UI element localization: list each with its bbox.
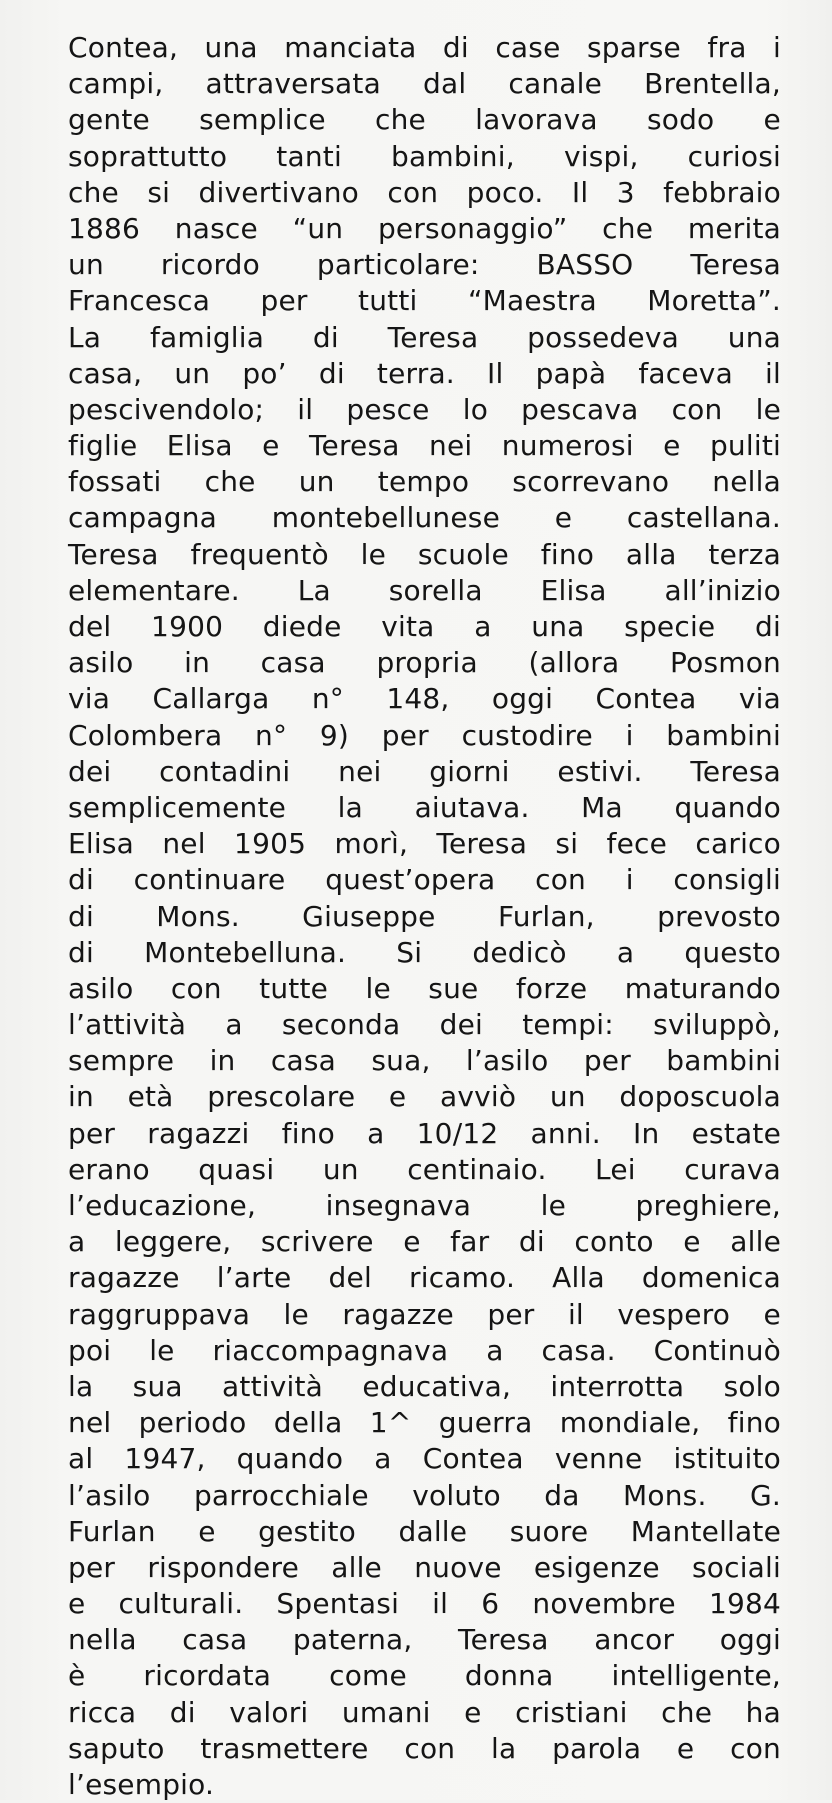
text-line: dei contadini nei giorni estivi. Teresa (68, 754, 781, 788)
text-line: in età prescolare e avviò un doposcuola (68, 1080, 781, 1114)
text-line: nella casa paterna, Teresa ancor oggi (68, 1623, 781, 1657)
text-line: l’asilo parrocchiale voluto da Mons. G. (68, 1478, 781, 1512)
text-line: un ricordo particolare: BASSO Teresa (68, 248, 781, 282)
text-line: la sua attività educativa, interrotta solo (68, 1369, 781, 1403)
text-line: poi le riaccompagnava a casa. Continuò (68, 1333, 781, 1367)
text-line: ragazze l’arte del ricamo. Alla domenica (68, 1261, 781, 1295)
text-line: gente semplice che lavorava sodo e (68, 103, 781, 137)
text-line: saputo trasmettere con la parola e con (68, 1731, 781, 1765)
text-line: l’attività a seconda dei tempi: sviluppò, (68, 1008, 781, 1042)
text-line: Teresa frequentò le scuole fino alla terza (68, 537, 781, 571)
text-line: figlie Elisa e Teresa nei numerosi e puliti (68, 429, 781, 463)
text-line: Francesca per tutti “Maestra Moretta”. (68, 284, 781, 318)
text-line: per ragazzi fino a 10/12 anni. In estate (68, 1116, 781, 1150)
text-line: di Mons. Giuseppe Furlan, prevosto (68, 899, 781, 933)
text-line: soprattutto tanti bambini, vispi, curiosi (68, 139, 781, 173)
text-line: del 1900 diede vita a una specie di (68, 610, 781, 643)
text-line: al 1947, quando a Contea venne istituito (68, 1442, 781, 1476)
text-line: Elisa nel 1905 morì, Teresa si fece carico (68, 827, 781, 861)
text-line: campagna montebellunese e castellana. (68, 501, 781, 535)
text-line: che si divertivano con poco. Il 3 febbraio (68, 175, 781, 209)
text-line: e culturali. Spentasi il 6 novembre 1984 (68, 1587, 781, 1621)
text-line: pescivendolo; il pesce lo pescava con le (68, 392, 781, 426)
text-line: l’educazione, insegnava le preghiere, (68, 1189, 781, 1222)
text-line: Colombera n° 9) per custodire i bambini (68, 718, 781, 752)
text-line: l’esempio. (68, 1768, 215, 1801)
text-line: ricca di valori umani e cristiani che ha (68, 1695, 781, 1729)
text-line: erano quasi un centinaio. Lei curava (68, 1152, 781, 1186)
text-line: Contea, una manciata di case sparse fra i (68, 31, 781, 64)
text-line: è ricordata come donna intelligente, (68, 1659, 781, 1693)
text-line: 1886 nasce “un personaggio” che merita (68, 211, 781, 245)
text-line: asilo con tutte le sue forze maturando (68, 971, 781, 1005)
text-line: La famiglia di Teresa possedeva una (68, 320, 781, 354)
text-line: elementare. La sorella Elisa all’inizio (68, 573, 781, 607)
text-line: campi, attraversata dal canale Brentella, (68, 67, 781, 101)
text-line: a leggere, scrivere e far di conto e alle (68, 1225, 781, 1259)
text-line: semplicemente la aiutava. Ma quando (68, 790, 781, 824)
text-line: asilo in casa propria (allora Posmon (68, 646, 781, 680)
text-line: di Montebelluna. Si dedicò a questo (68, 935, 781, 969)
text-line: fossati che un tempo scorrevano nella (68, 465, 781, 499)
text-line: nel periodo della 1^ guerra mondiale, fino (68, 1406, 781, 1440)
text-line: raggruppava le ragazze per il vespero e (68, 1297, 781, 1331)
text-line: per rispondere alle nuove esigenze sociali (68, 1550, 781, 1584)
text-column (68, 30, 781, 1803)
text-line: via Callarga n° 148, oggi Contea via (68, 682, 781, 716)
text-line: di continuare quest’opera con i consigli (68, 863, 781, 897)
text-line: Furlan e gestito dalle suore Mantellate (68, 1514, 781, 1548)
text-line: sempre in casa sua, l’asilo per bambini (68, 1044, 781, 1078)
text-line: casa, un po’ di terra. Il papà faceva il (68, 356, 781, 390)
